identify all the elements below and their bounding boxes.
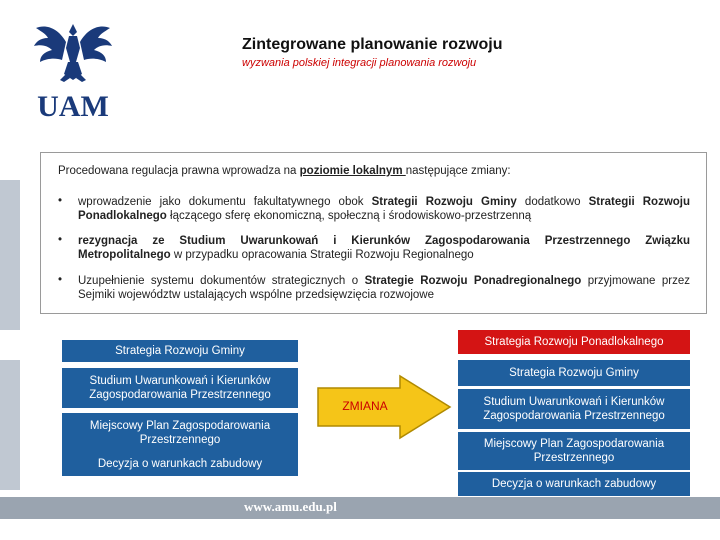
page-subtitle: wyzwania polskiej integracji planowania rozwoju: [242, 57, 477, 69]
right-box-studium: Studium Uwarunkowań i Kierunków Zagospodarowania Przestrzennego: [458, 389, 690, 429]
page-title: Zintegrowane planowanie rozwoju: [242, 36, 503, 53]
uam-logo: [30, 18, 116, 122]
sidebar-bar-top: [0, 180, 20, 330]
right-box-strategia-gminy: Strategia Rozwoju Gminy: [458, 360, 690, 386]
left-box-studium: Studium Uwarunkowań i Kierunków Zagospodarowania Przestrzennego: [62, 368, 298, 408]
left-box-strategia-gminy: Strategia Rozwoju Gminy: [62, 340, 298, 362]
right-box-strategia-ponadlokalnego: Strategia Rozwoju Ponadlokalnego: [458, 330, 690, 354]
footer-bar: [0, 497, 720, 519]
right-box-miejscowy-plan: Miejscowy Plan Zagospodarowania Przestrzennego: [458, 432, 690, 470]
uam-logo-text: UAM: [37, 90, 109, 122]
left-box-miejscowy-plan: Miejscowy Plan Zagospodarowania Przestrzennego: [62, 413, 298, 453]
intro-text: Procedowana regulacja prawna wprowadza na poziomie lokalnym następujące zmiany:: [58, 165, 511, 177]
intro-highlight: poziomie lokalnym: [299, 165, 406, 177]
left-box-decyzja: Decyzja o warunkach zabudowy: [62, 452, 298, 476]
sidebar-bar-bottom: [0, 360, 20, 490]
right-box-decyzja: Decyzja o warunkach zabudowy: [458, 472, 690, 496]
change-label: ZMIANA: [342, 399, 388, 413]
footer-url-link[interactable]: www.amu.edu.pl: [244, 499, 337, 514]
